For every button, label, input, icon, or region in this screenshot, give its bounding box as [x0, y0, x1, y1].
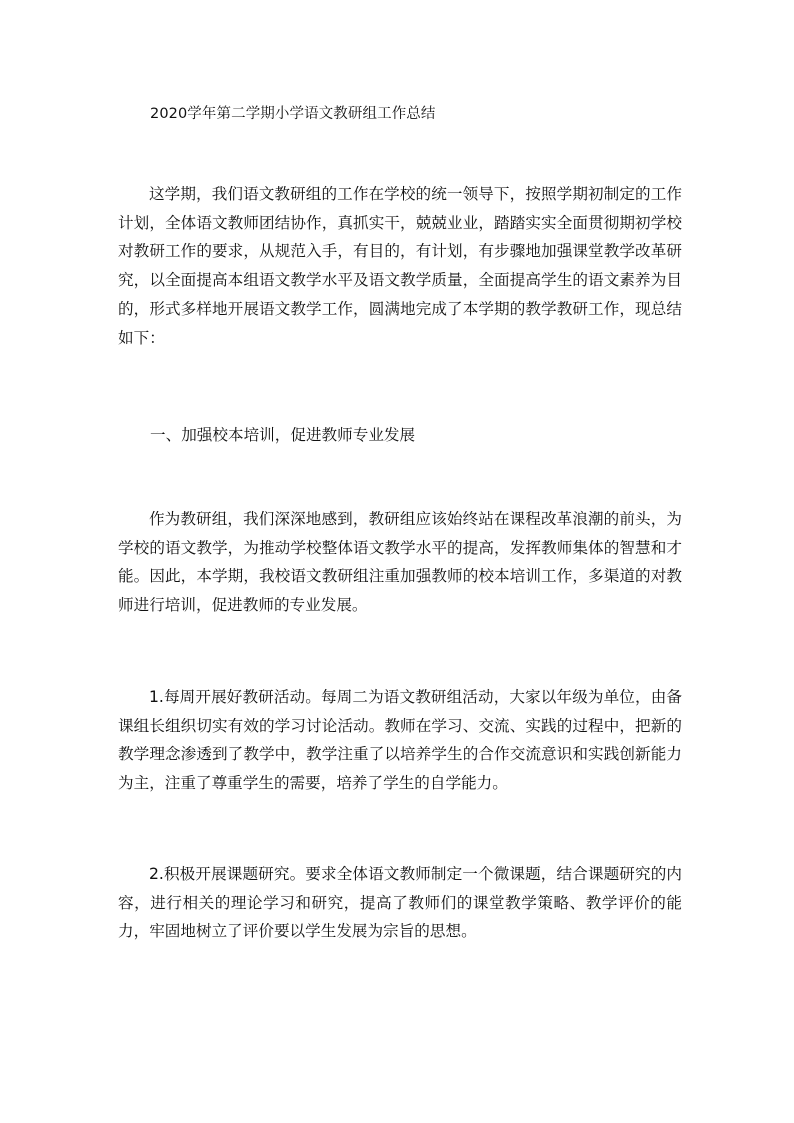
- document-title: 2020学年第二学期小学语文教研组工作总结: [150, 106, 436, 122]
- section-heading: 一、加强校本培训，促进教师专业发展: [150, 426, 416, 444]
- list-item-2: 2.积极开展课题研究。要求全体语文教师制定一个微课题，结合课题研究的内容，进行相关的理论学习和研究，提高了教师们的课堂教学策略、教学评价的能力，牢固地树立了评价要以学生发展为宗旨的思想。: [118, 865, 682, 941]
- intro-paragraph: 这学期，我们语文教研组的工作在学校的统一领导下，按照学期初制定的工作计划，全体语文教师团结协作，真抓实干，兢兢业业，踏踏实实全面贯彻期初学校对教研工作的要求，从规范入手，有目的，有计划，有步骤地加强课堂教学改革研究，以全面提高本组语文教学水平及语文教学质量，全面提高学生的语文素养为目的，形式多样地开展语文教学工作，圆满地完成了本学期的教学教研工作，现总结如下：: [118, 185, 682, 347]
- list-item-1: 1.每周开展好教研活动。每周二为语文教研组活动，大家以年级为单位，由备课组长组织切实有效的学习讨论活动。教师在学习、交流、实践的过程中，把新的教学理念渗透到了教学中，教学注重了以培养学生的合作交流意识和实践创新能力为主，注重了尊重学生的需要，培养了学生的自学能力。: [118, 688, 682, 793]
- section-paragraph: 作为教研组，我们深深地感到，教研组应该始终站在课程改革浪潮的前头，为学校的语文教学，为推动学校整体语文教学水平的提高，发挥教师集体的智慧和才能。因此，本学期，我校语文教研组注重加强教师的校本培训工作，多渠道的对教师进行培训，促进教师的专业发展。: [118, 510, 682, 615]
